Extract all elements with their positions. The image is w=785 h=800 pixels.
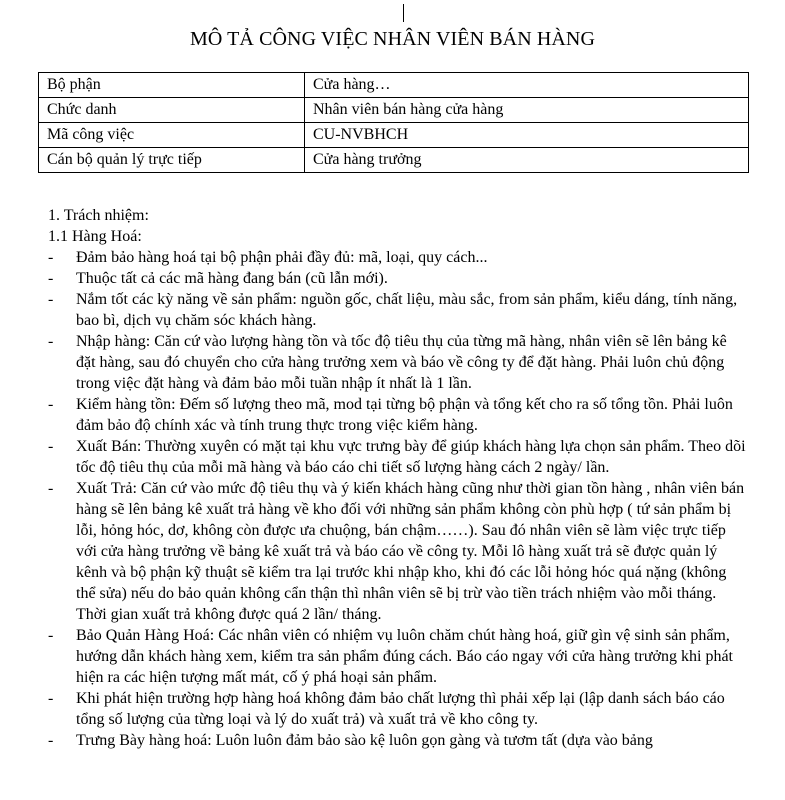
bullet-dash: - bbox=[48, 438, 54, 455]
bullet-dash: - bbox=[48, 627, 54, 644]
table-row bbox=[39, 123, 749, 148]
bullet-dash: - bbox=[48, 333, 54, 350]
list-item-text: Nhập hàng: Căn cứ vào lượng hàng tồn và tốc độ tiêu thụ của từng mã hàng, nhân viên sẽ lên bảng kê đặt hàng, sau đó chuyển cho cửa hàng trưởng xem và báo về công ty để đặt hàng. Phải luôn chủ động trong việc đặt hàng và đảm bảo mỗi tuần nhập ít nhất là 1 lần. bbox=[76, 333, 727, 392]
job-info-table bbox=[38, 72, 749, 173]
list-item-text: Kiểm hàng tồn: Đếm số lượng theo mã, mod tại từng bộ phận và tổng kết cho ra số tổng tồn. Phải luôn đảm bảo độ chính xác và tính trung thực trong việc kiểm hàng. bbox=[76, 396, 733, 434]
table-cell-value: Nhân viên bán hàng cửa hàng bbox=[305, 98, 749, 123]
list-item bbox=[48, 688, 748, 730]
list-item-text: Khi phát hiện trường hợp hàng hoá không đảm bảo chất lượng thì phải xếp lại (lập danh sách báo cáo tổng số lượng của từng loại và lý do xuất trả) và xuất trả về kho công ty. bbox=[76, 690, 725, 728]
list-item bbox=[48, 730, 748, 751]
list-item-text: Thuộc tất cả các mã hàng đang bán (cũ lẫn mới). bbox=[76, 270, 388, 287]
list-item-text: Nắm tốt các kỳ năng về sản phẩm: nguồn gốc, chất liệu, màu sắc, from sản phẩm, kiểu dáng, tính năng, bao bì, dịch vụ chăm sóc khách hàng. bbox=[76, 291, 738, 329]
bullet-dash: - bbox=[48, 480, 54, 497]
bullet-dash: - bbox=[48, 396, 54, 413]
table-row bbox=[39, 98, 749, 123]
list-item bbox=[48, 625, 748, 688]
list-item-text: Trưng Bày hàng hoá: Luôn luôn đảm bảo sào kệ luôn gọn gàng và tươm tất (dựa vào bảng bbox=[76, 732, 653, 749]
list-item bbox=[48, 247, 748, 268]
list-item-text: Xuất Trả: Căn cứ vào mức độ tiêu thụ và ý kiến khách hàng cũng như thời gian tồn hàng , nhân viên bán hàng sẽ lên bảng kê xuất trả hàng về kho đối với những sản phẩm không còn phù hợp ( tứ sản phẩm bị lỗi, hỏng hóc, dơ, không còn được ưa chuộng, bán chậm……). Sau đó nhân viên sẽ làm việc trực tiếp với cửa hàng trưởng về bảng kê xuất trả và báo cáo về công ty. Mỗi lô hàng xuất trả sẽ được quản lý kênh và bộ phận kỹ thuật sẽ kiểm tra lại trước khi nhập kho, khi đó các lỗi hỏng hóc quá nặng (không thể sửa) nếu do bảo quản không cẩn thận thì nhân viên sẽ bị trừ vào tiền trách nhiệm vào mỗi tháng. Thời gian xuất trả không được quá 2 lần/ tháng. bbox=[76, 480, 745, 623]
table-row bbox=[39, 73, 749, 98]
table-cell-value: Cửa hàng… bbox=[305, 73, 749, 98]
list-item bbox=[48, 289, 748, 331]
table-cell-label: Cán bộ quản lý trực tiếp bbox=[39, 148, 305, 173]
document-body bbox=[48, 205, 748, 751]
list-item bbox=[48, 394, 748, 436]
subsection-heading: 1.1 Hàng Hoá: bbox=[48, 228, 142, 245]
list-item bbox=[48, 436, 748, 478]
bullet-dash: - bbox=[48, 732, 54, 749]
bullet-dash: - bbox=[48, 270, 54, 287]
table-cell-value: Cửa hàng trưởng bbox=[305, 148, 749, 173]
table-cell-label: Mã công việc bbox=[39, 123, 305, 148]
table-cell-label: Chức danh bbox=[39, 98, 305, 123]
table-row bbox=[39, 148, 749, 173]
table-cell-label: Bộ phận bbox=[39, 73, 305, 98]
list-item bbox=[48, 478, 748, 625]
text-cursor bbox=[403, 4, 404, 22]
document-title: MÔ TẢ CÔNG VIỆC NHÂN VIÊN BÁN HÀNG bbox=[189, 28, 596, 50]
section-heading: 1. Trách nhiệm: bbox=[48, 207, 149, 224]
list-item bbox=[48, 331, 748, 394]
list-item-text: Xuất Bán: Thường xuyên có mặt tại khu vực trưng bày để giúp khách hàng lựa chọn sản phẩm. Theo dõi tốc độ tiêu thụ của mỗi mã hàng và báo cáo chi tiết số lượng hàng cách 2 ngày/ lần. bbox=[76, 438, 746, 476]
bullet-dash: - bbox=[48, 291, 54, 308]
list-item-text: Bảo Quản Hàng Hoá: Các nhân viên có nhiệm vụ luôn chăm chút hàng hoá, giữ gìn vệ sinh sản phẩm, hướng dẫn khách hàng xem, kiểm tra sản phẩm đúng cách. Báo cáo ngay với cửa hàng trưởng khi phát hiện ra các hiện tượng mất mát, cố ý phá hoại sản phẩm. bbox=[76, 627, 733, 686]
list-item-text: Đảm bảo hàng hoá tại bộ phận phải đầy đủ: mã, loại, quy cách... bbox=[76, 249, 488, 266]
table-cell-value: CU-NVBHCH bbox=[305, 123, 749, 148]
bullet-dash: - bbox=[48, 690, 54, 707]
list-item bbox=[48, 268, 748, 289]
bullet-dash: - bbox=[48, 249, 54, 266]
